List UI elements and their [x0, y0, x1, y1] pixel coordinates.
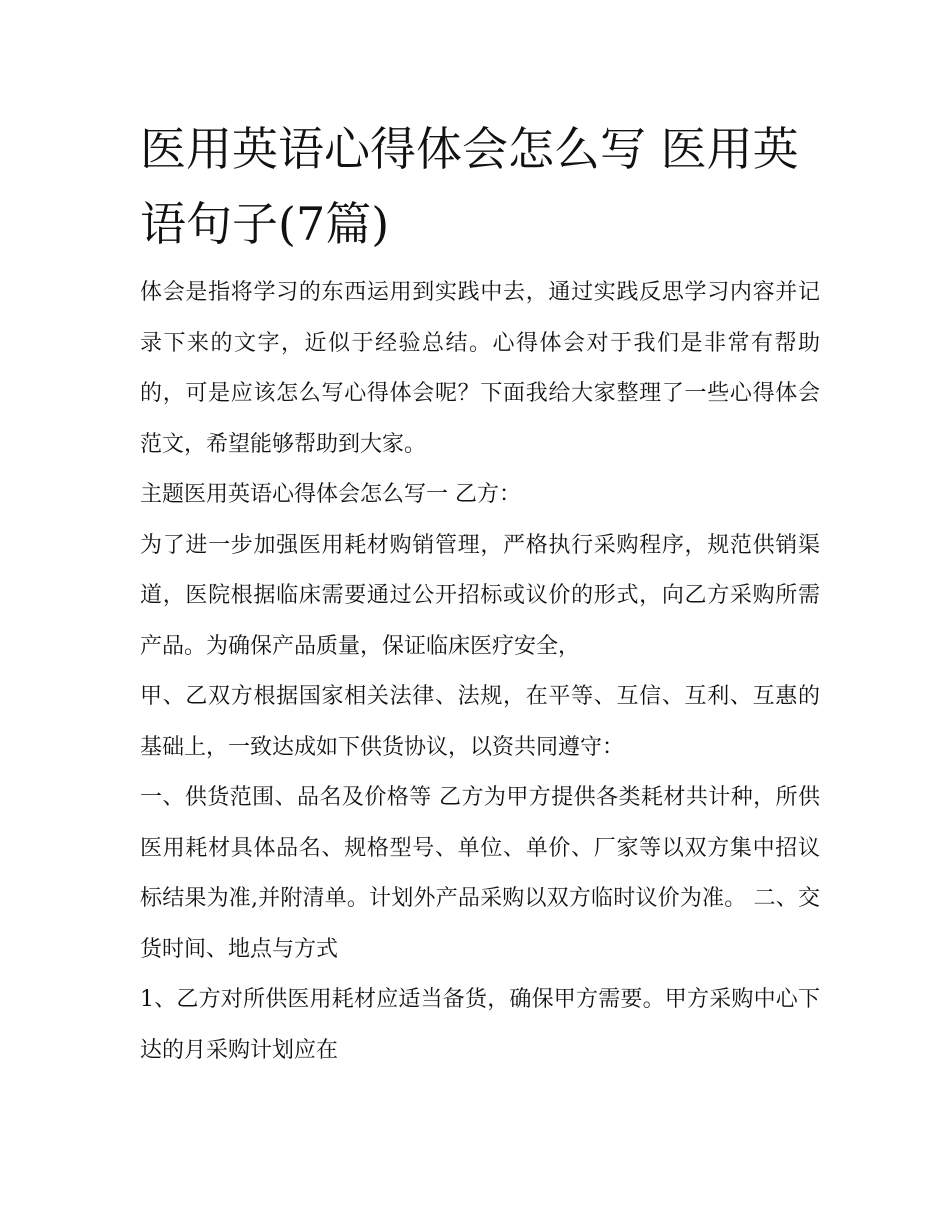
- paragraph-intro: 体会是指将学习的东西运用到实践中去，通过实践反思学习内容并记录下来的文字，近似于经验总结。心得体会对于我们是非常有帮助的，可是应该怎么写心得体会呢？下面我给大家整理了一些心得体会范文，希望能够帮助到大家。: [140, 280, 820, 457]
- paragraph-supply-scope: 一、供货范围、品名及价格等 乙方为甲方提供各类耗材共计种，所供医用耗材具体品名、规格型号、单位、单价、厂家等以双方集中招议标结果为准,并附清单。计划外产品采购以双方临时议价为准。 二、交货时间、地点与方式: [140, 785, 820, 962]
- document-body: [140, 268, 820, 1076]
- paragraph-delivery-clause: 1、乙方对所供医用耗材应适当备货，确保甲方需要。甲方采购中心下达的月采购计划应在: [140, 987, 820, 1063]
- document-page: [140, 112, 820, 1076]
- paragraph-agreement: 甲、乙双方根据国家相关法律、法规，在平等、互信、互利、互惠的基础上，一致达成如下供货协议，以资共同遵守：: [140, 684, 820, 760]
- paragraph-purpose: 为了进一步加强医用耗材购销管理，严格执行采购程序，规范供销渠道，医院根据临床需要通过公开招标或议价的形式，向乙方采购所需产品。为确保产品质量，保证临床医疗安全，: [140, 532, 820, 659]
- document-title: 医用英语心得体会怎么写 医用英语句子(7篇): [140, 122, 799, 251]
- paragraph-topic-heading: 主题医用英语心得体会怎么写一 乙方：: [140, 482, 521, 507]
